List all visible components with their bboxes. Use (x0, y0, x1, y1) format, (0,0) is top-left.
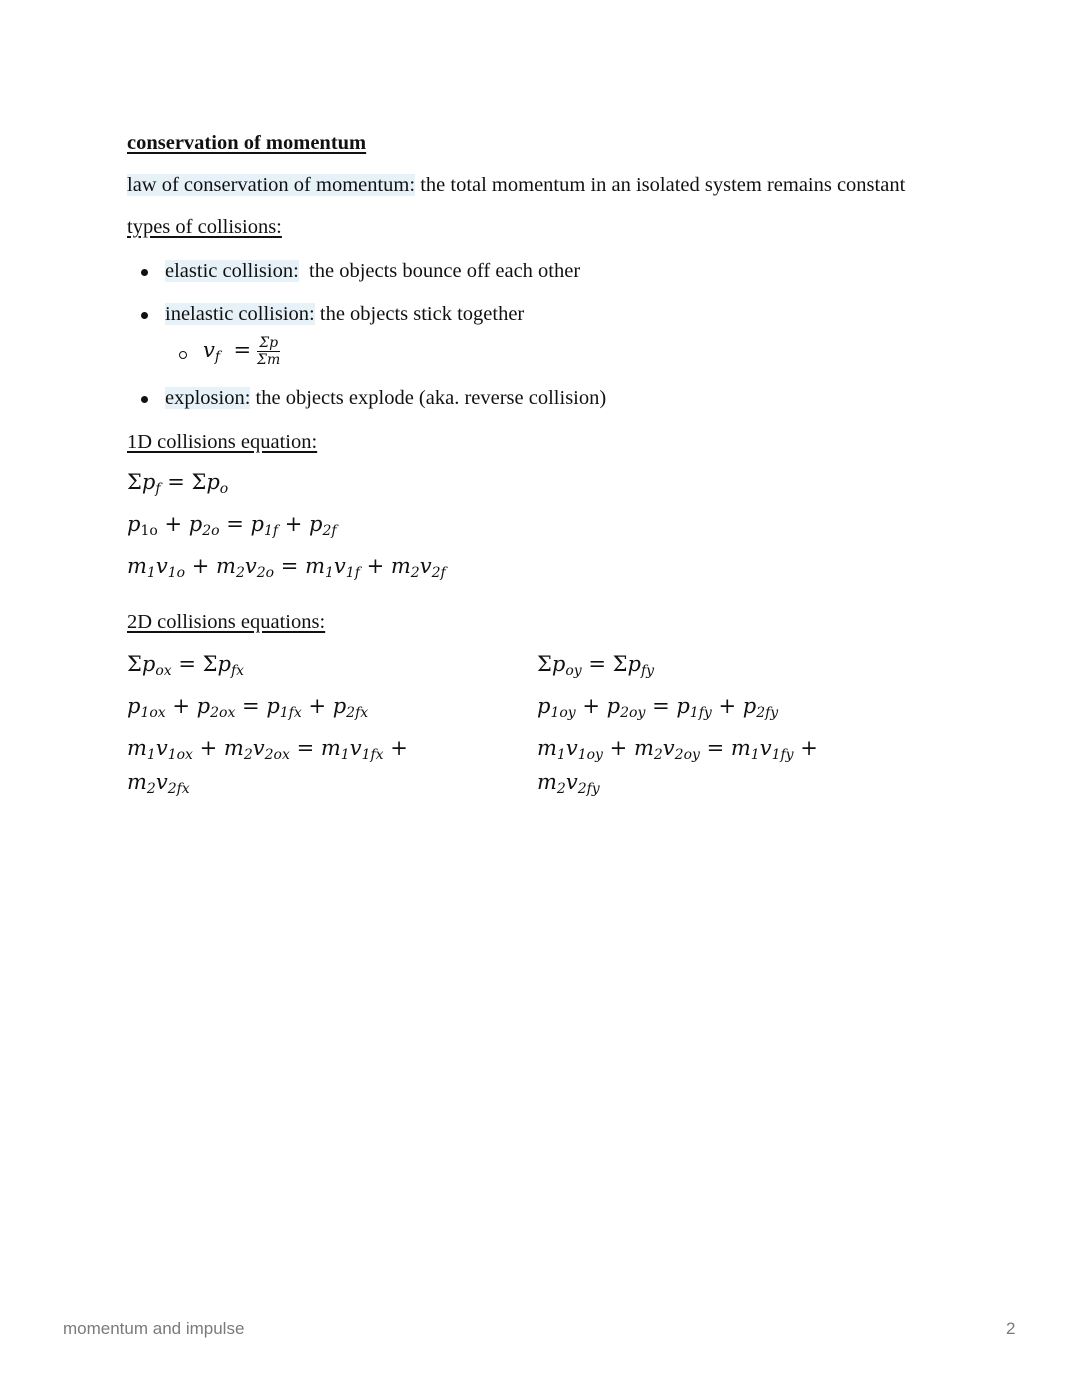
final-velocity-formula: $v_f$ = $\frac{\Sigma p}{\Sigma m}$ (203, 335, 281, 368)
bullet-icon (141, 396, 148, 403)
equation-x-mass-velocity: $m_1v_{1ox} + m_2v_{2ox} = m_1v_{1fx}$ + $m_2v_{2fx}$ (127, 736, 408, 797)
equation-total-momentum: $\Sigma p_f = \Sigma p_o$ (127, 470, 229, 497)
twod-heading: 2D collisions equations: (127, 611, 326, 633)
bullet-icon (141, 269, 148, 276)
equation-mass-velocity: $m_1v_{1o} + m_2v_{2o} = m_1v_{1f} + m_2v_{2f}$ (127, 554, 446, 581)
document-page (127, 128, 947, 799)
footer-document-name: momentum and impulse (63, 1319, 245, 1338)
x-component-equations (127, 643, 537, 799)
hollow-bullet-icon (179, 351, 187, 359)
term: explosion: (165, 387, 251, 409)
section-title: conservation of momentum (127, 132, 367, 154)
fraction: $\frac{\Sigma p}{\Sigma m}$ (257, 335, 281, 368)
law-definition: the total momentum in an isolated system remains constant (415, 174, 906, 196)
sub-item-final-velocity (127, 335, 947, 379)
equation-momentum-sum: $p_{1o} + p_{2o} = p_{1f} + p_{2f}$ (127, 512, 337, 539)
law-paragraph (127, 170, 947, 200)
oned-equations (127, 461, 947, 587)
list-item-explosion (127, 383, 947, 413)
footer-page-number: 2 (1006, 1319, 1016, 1338)
equation-y-mass-velocity: $m_1v_{1oy} + m_2v_{2oy} = m_1v_{1fy}$ + $m_2v_{2fy}$ (537, 736, 818, 797)
definition: the objects stick together (314, 303, 525, 325)
twod-equations (127, 643, 947, 799)
term: elastic collision: (165, 260, 299, 282)
equation-y-total: $\Sigma p_{oy} = \Sigma p_{fy}$ (537, 652, 655, 679)
equation-y-momentum-sum: $p_{1oy} + p_{2oy} = p_{1fy} + p_{2fy}$ (537, 694, 779, 721)
equation-x-momentum-sum: $p_{1ox} + p_{2ox} = p_{1fx} + p_{2fx}$ (127, 694, 369, 721)
list-item-elastic (127, 256, 947, 286)
definition: the objects bounce off each other (298, 260, 581, 282)
law-term: law of conservation of momentum: (127, 174, 416, 196)
collision-types-list (127, 256, 947, 413)
term: inelastic collision: (165, 303, 315, 325)
equation-x-total: $\Sigma p_{ox} = \Sigma p_{fx}$ (127, 652, 245, 679)
oned-heading: 1D collisions equation: (127, 431, 318, 453)
types-heading: types of collisions: (127, 216, 282, 238)
y-component-equations (537, 643, 947, 799)
list-item-inelastic (127, 299, 947, 329)
definition: the objects explode (aka. reverse collision) (250, 387, 607, 409)
bullet-icon (141, 312, 148, 319)
